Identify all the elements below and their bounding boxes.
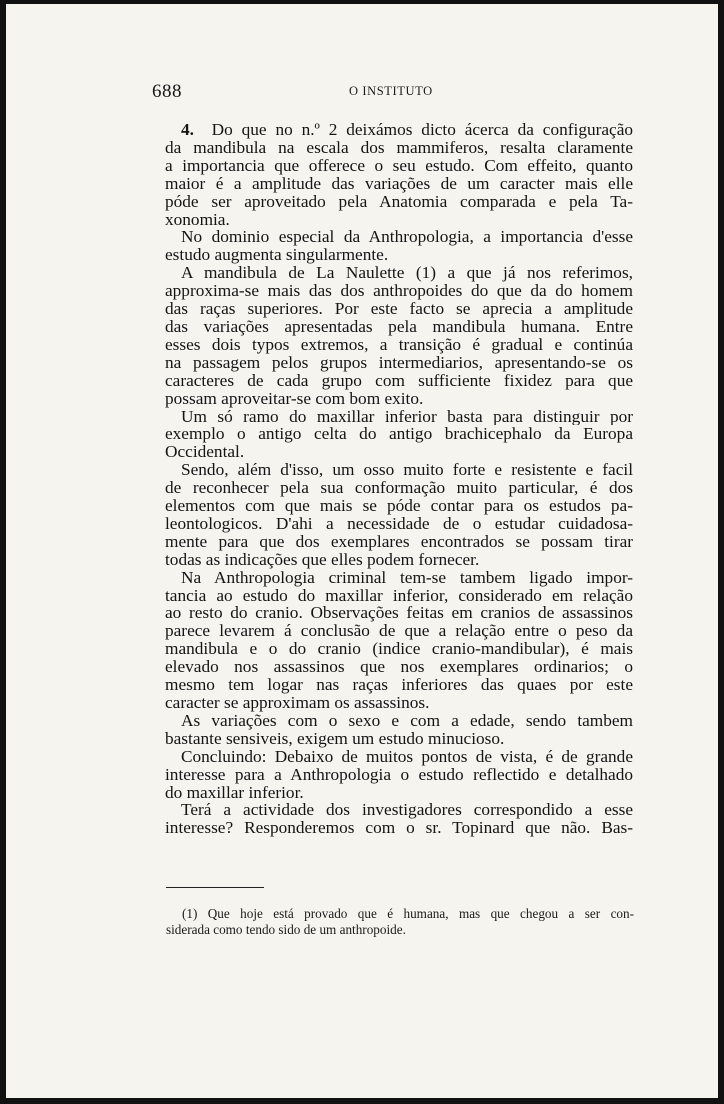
book-page [6, 4, 718, 1098]
line-text: possam aproveitar-se com bom exito. [165, 389, 424, 408]
text-line [165, 587, 633, 605]
line-text: elevado nos assassinos que nos exemplares ordinarios; o [165, 658, 633, 677]
page-header [152, 81, 562, 105]
text-line [165, 640, 633, 658]
text-line [165, 766, 633, 784]
section-number: 4. [181, 121, 194, 139]
line-text: de reconhecer pela sua conformação muito particular, é dos [165, 479, 633, 498]
text-line [165, 801, 633, 819]
line-text: parece levarem á conclusão de que a relação entre o peso da [165, 622, 633, 641]
line-text: approxima-se mais das dos anthropoides do que da do homem [165, 282, 633, 301]
line-text: do maxillar inferior. [165, 783, 304, 802]
line-text: póde ser aproveitado pela Anatomia comparada e pela Ta- [165, 192, 633, 211]
line-text: ao resto do cranio. Observações feitas em cranios de assassinos [165, 604, 633, 623]
text-line [165, 712, 633, 730]
line-text: mente para que dos exemplares encontrados se possam tirar [165, 532, 633, 551]
text-line [165, 748, 633, 766]
text-line [165, 246, 633, 264]
line-text: todas as indicações que elles podem fornecer. [165, 550, 480, 569]
paragraph [165, 264, 633, 407]
footnote-line: (1) Que hoje está provado que é humana, mas que chegou a ser con- [182, 906, 634, 921]
text-line [165, 622, 633, 640]
line-text: mesmo tem logar nas raças inferiores das quaes por este [165, 676, 633, 694]
paragraph [165, 121, 633, 228]
footnote [166, 906, 634, 937]
text-line [165, 318, 633, 336]
line-text: As variações com o sexo e com a edade, sendo tambem [181, 711, 633, 730]
text-line [165, 551, 633, 569]
line-text: Occidental. [165, 443, 245, 462]
text-line [165, 300, 633, 318]
line-text: estudo augmenta singularmente. [165, 246, 389, 265]
line-text: das variações apresentadas pela mandibula humana. Entre [165, 317, 633, 336]
text-line [165, 193, 633, 211]
text-line [165, 228, 633, 246]
running-title: O INSTITUTO [349, 84, 433, 98]
paragraph [165, 228, 633, 264]
text-line [165, 121, 633, 139]
line-text: caracter se approximam os assassinos. [165, 694, 430, 712]
line-text: bastante sensiveis, exigem um estudo minucioso. [165, 729, 505, 748]
line-text: Do que no n.º 2 deixámos dicto ácerca da configuração [211, 121, 633, 139]
line-text: interesse para a Anthropologia o estudo reflectido e detalhado [165, 765, 633, 784]
paragraph [165, 461, 633, 568]
line-text: interesse? Responderemos com o sr. Topinard que não. Bas- [165, 819, 633, 838]
text-line [165, 175, 633, 193]
line-text: Terá a actividade dos investigadores correspondido a esse [181, 801, 633, 820]
text-line [165, 139, 633, 157]
text-line [165, 408, 633, 426]
paragraph [165, 748, 633, 802]
footnotes [166, 906, 634, 937]
text-line [165, 372, 633, 390]
line-text: na passagem pelos grupos intermediarios, apresentando-se os [165, 353, 633, 372]
text-line [165, 819, 633, 837]
footnote-rule [166, 887, 264, 888]
paragraph [165, 712, 633, 748]
text-line [165, 694, 633, 712]
text-line [165, 569, 633, 587]
text-line [165, 784, 633, 802]
paragraph [165, 408, 633, 462]
text-line [165, 533, 633, 551]
footnote-line: siderada como tendo sido de um anthropoide. [166, 921, 406, 937]
line-text: Na Anthropologia criminal tem-se tambem ligado impor- [181, 568, 633, 587]
text-line [165, 425, 633, 443]
main-text [165, 121, 633, 837]
text-line [165, 390, 633, 408]
line-text: caracteres de cada grupo com sufficiente fixidez para que [165, 371, 633, 390]
text-line [165, 354, 633, 372]
line-text: da mandibula na escala dos mammiferos, resalta claramente [165, 138, 633, 157]
page-number: 688 [152, 81, 182, 102]
text-line [165, 264, 633, 282]
line-text: a importancia que offerece o seu estudo. Com effeito, quanto [165, 156, 633, 175]
line-text: No dominio especial da Anthropologia, a importancia d'esse [181, 228, 633, 247]
text-line [165, 604, 633, 622]
line-text: das raças superiores. Por este facto se aprecia a amplitude [165, 300, 633, 318]
line-text: tancia ao estudo do maxillar inferior, considerado em relação [165, 586, 633, 605]
line-text: A mandibula de La Naulette (1) a que já nos referimos, [181, 264, 633, 283]
paragraph [165, 801, 633, 837]
text-line [165, 479, 633, 497]
line-text: xonomia. [165, 210, 230, 229]
text-line [165, 336, 633, 354]
line-text: elementos com que mais se póde contar para os estudos pa- [165, 497, 633, 515]
text-line [165, 211, 633, 229]
paragraph [165, 569, 633, 712]
text-line [165, 515, 633, 533]
text-line [165, 443, 633, 461]
line-text: Concluindo: Debaixo de muitos pontos de vista, é de grande [181, 747, 633, 766]
text-line [165, 282, 633, 300]
text-line [165, 461, 633, 479]
line-text: exemplo o antigo celta do antigo brachicephalo da Europa [165, 425, 633, 444]
line-text: mandibula e o do cranio (indice cranio-mandibular), é mais [165, 640, 633, 659]
text-line [165, 497, 633, 515]
line-text: Um só ramo do maxillar inferior basta para distinguir por [181, 407, 633, 426]
line-text: leontologicos. D'ahi a necessidade de o estudar cuidadosa- [165, 514, 633, 533]
line-text: maior é a amplitude das variações de um caracter mais elle [165, 174, 633, 193]
text-line [165, 658, 633, 676]
line-text: esses dois typos extremos, a transição é gradual e continúa [165, 335, 633, 354]
text-line [165, 676, 633, 694]
line-text: Sendo, além d'isso, um osso muito forte e resistente e facil [181, 461, 633, 480]
text-line [165, 157, 633, 175]
text-line [165, 730, 633, 748]
